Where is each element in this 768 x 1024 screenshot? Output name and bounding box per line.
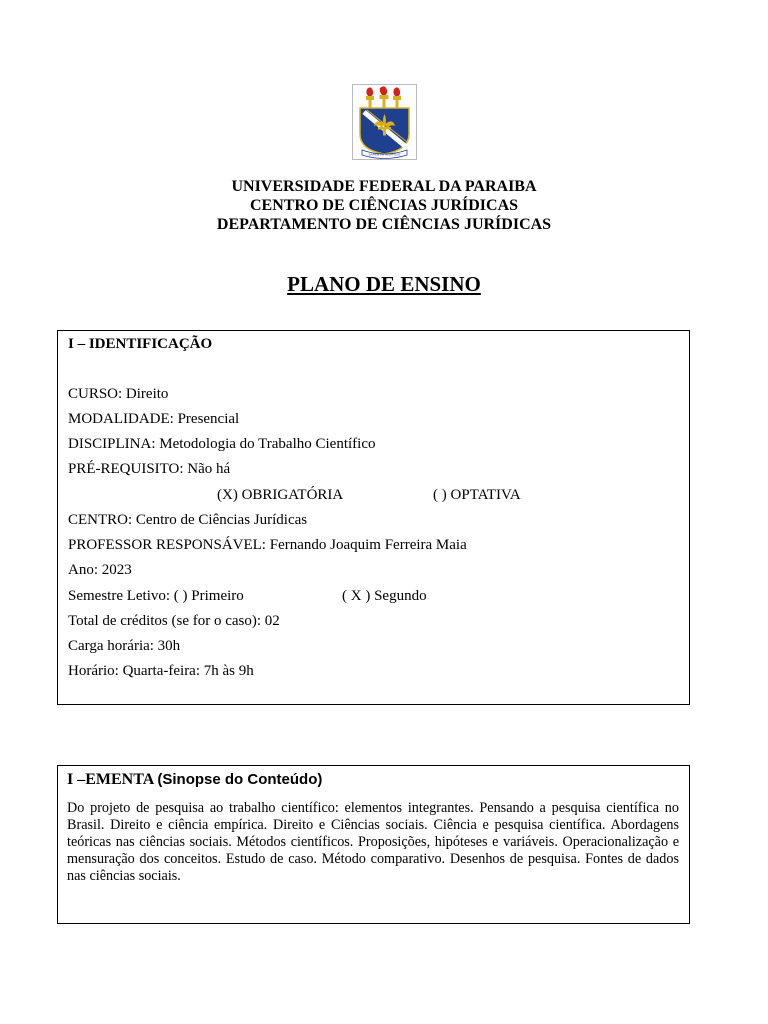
- schedule-field: Horário: Quarta-feira: 7h às 9h: [68, 663, 254, 679]
- prerequisite-field: PRÉ-REQUISITO: Não há: [68, 461, 231, 477]
- syllabus-heading-main: I –EMENTA: [67, 771, 158, 788]
- semester-first-option: Semestre Letivo: ( ) Primeiro: [68, 588, 244, 604]
- motto-text: SAPIENTIA AEDIFICAT: [368, 152, 401, 157]
- page-title: PLANO DE ENSINO: [287, 272, 481, 296]
- identification-heading: I – IDENTIFICAÇÃO: [68, 336, 213, 352]
- professor-field: PROFESSOR RESPONSÁVEL: Fernando Joaquim Ferreira Maia: [68, 537, 467, 553]
- identification-section: [57, 330, 690, 705]
- mandatory-option: (X) OBRIGATÓRIA: [217, 487, 344, 503]
- workload-field: Carga horária: 30h: [68, 638, 181, 654]
- optional-option: ( ) OPTATIVA: [433, 487, 521, 503]
- semester-second-option: ( X ) Segundo: [342, 588, 427, 604]
- syllabus-heading: [67, 771, 322, 789]
- year-field: Ano: 2023: [68, 562, 132, 578]
- modality-field: MODALIDADE: Presencial: [68, 411, 240, 427]
- syllabus-heading-subtitle: (Sinopse do Conteúdo): [157, 771, 323, 788]
- university-name: UNIVERSIDADE FEDERAL DA PARAIBA: [231, 178, 537, 195]
- center-name: CENTRO DE CIÊNCIAS JURÍDICAS: [249, 197, 519, 214]
- syllabus-section: [57, 765, 690, 924]
- syllabus-text: Do projeto de pesquisa ao trabalho científico: elementos integrantes. Pensando a pesquisa científica no Brasil. Direito e ciência empírica. Direito e Ciências sociais. Ciência e pesquisa científica. Abordagens teóricas nas ciências sociais. Métodos científicos. Proposições, hipóteses e variáveis. Operacionalização e mensuração dos conceitos. Estudo de caso. Método comparativo. Desenhos de pesquisa. Fontes de dados nas ciências sociais.: [67, 800, 679, 884]
- course-field: CURSO: Direito: [68, 386, 169, 402]
- department-name: DEPARTAMENTO DE CIÊNCIAS JURÍDICAS: [216, 216, 552, 233]
- discipline-field: DISCIPLINA: Metodologia do Trabalho Científico: [68, 436, 376, 452]
- credits-field: Total de créditos (se for o caso): 02: [68, 613, 280, 629]
- university-logo: [352, 84, 417, 160]
- center-field: CENTRO: Centro de Ciências Jurídicas: [68, 512, 308, 528]
